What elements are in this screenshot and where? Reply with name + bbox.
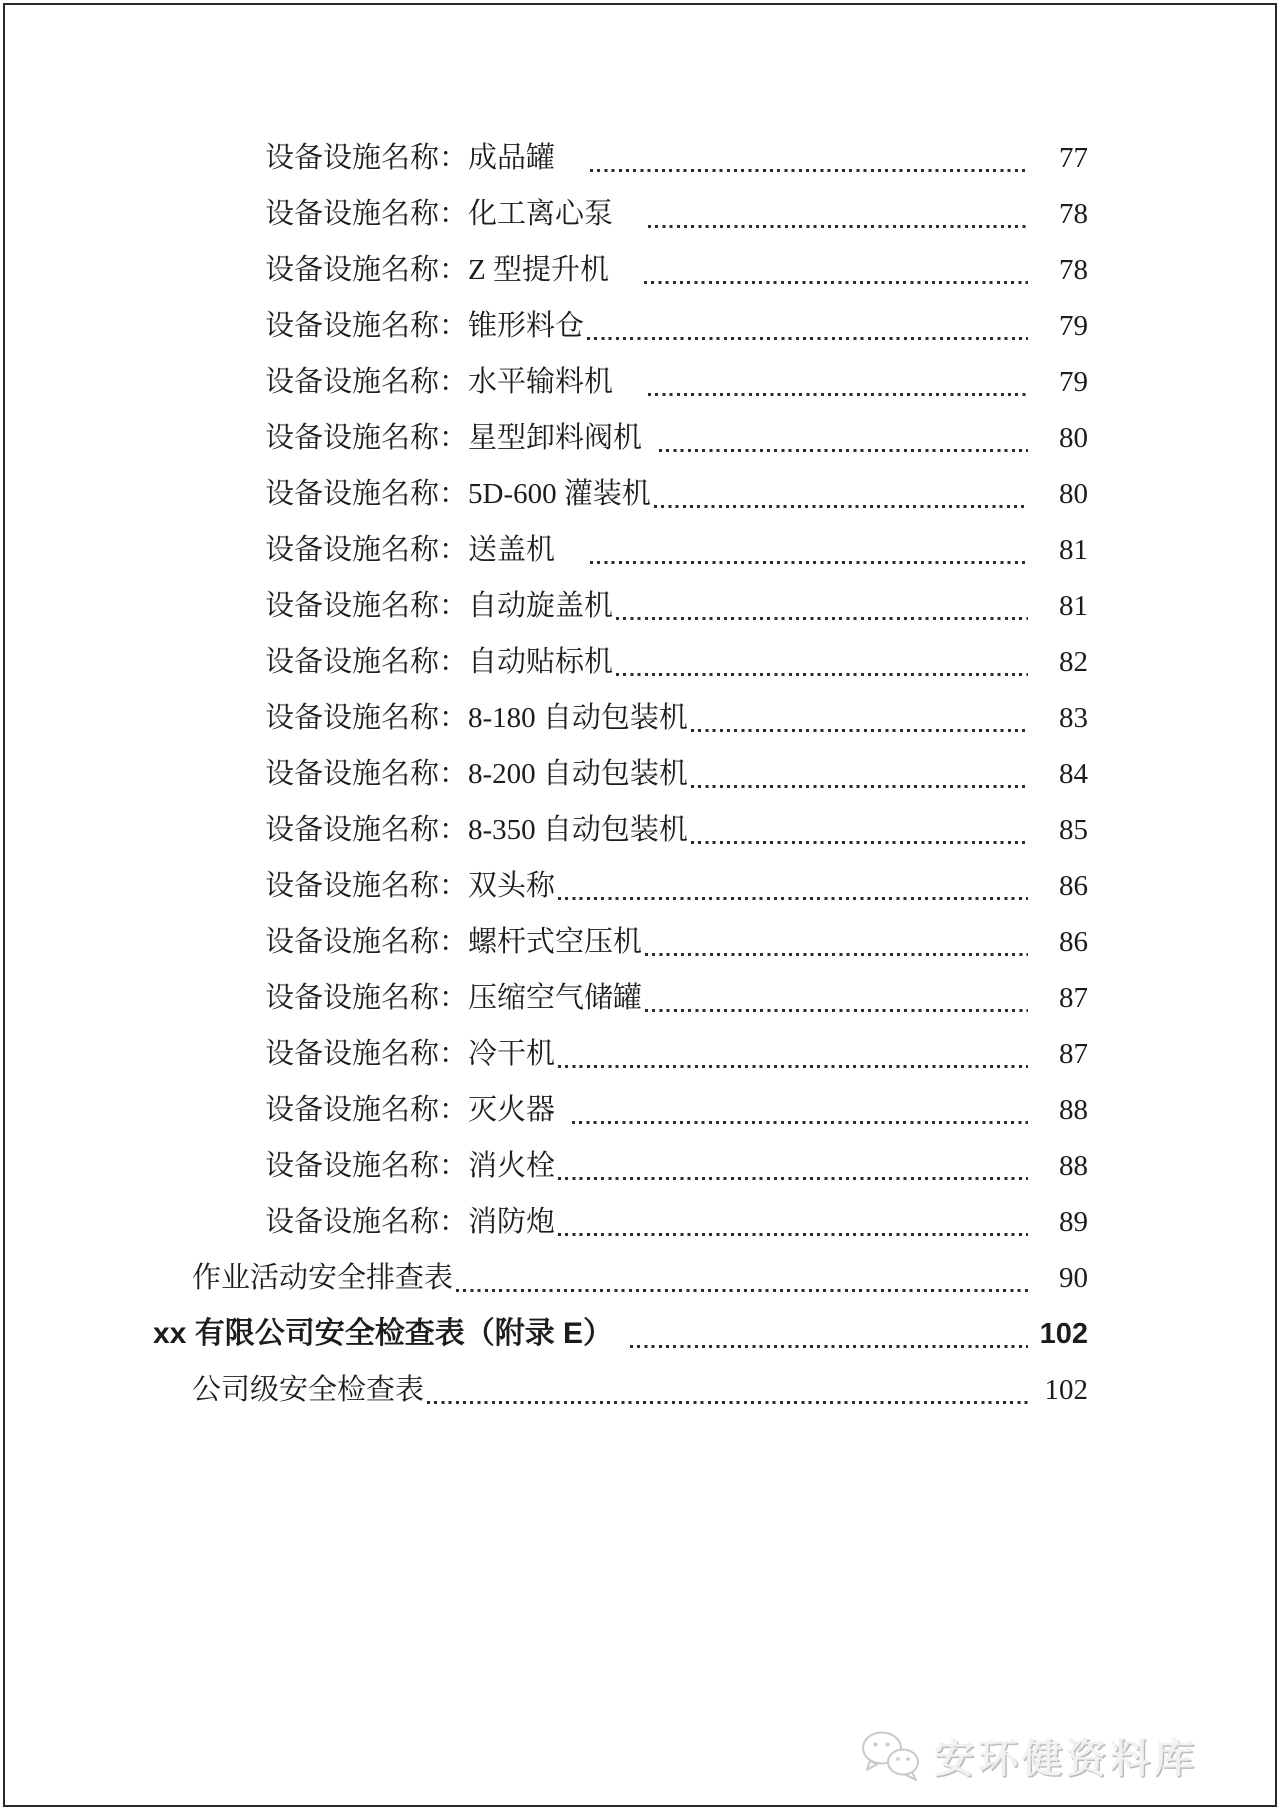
toc-entry-label: 设备设施名称：锥形料仓	[265, 310, 585, 342]
toc-entry-label: 设备设施名称：8-350 自动包装机	[265, 814, 688, 846]
dotted-leader	[558, 1065, 1028, 1068]
toc-row[interactable]	[0, 298, 1280, 354]
toc-row[interactable]	[0, 690, 1280, 746]
dotted-leader	[427, 1401, 1028, 1404]
dotted-leader	[648, 225, 1028, 228]
toc-page-number: 82	[1059, 646, 1088, 678]
toc-entry-label: 设备设施名称：螺杆式空压机	[265, 926, 643, 958]
dotted-leader	[645, 953, 1028, 956]
toc-page-number: 86	[1059, 926, 1088, 958]
dotted-leader	[590, 169, 1028, 172]
table-of-contents	[0, 130, 1280, 1418]
dotted-leader	[572, 1121, 1028, 1124]
toc-entry-label: 设备设施名称：压缩空气储罐	[265, 982, 643, 1014]
watermark	[860, 1727, 1198, 1784]
dotted-leader	[648, 393, 1028, 396]
dotted-leader	[558, 1233, 1028, 1236]
toc-entry-label: 设备设施名称：灭火器	[265, 1094, 556, 1126]
toc-row[interactable]	[0, 1026, 1280, 1082]
dotted-leader	[691, 785, 1028, 788]
toc-entry-label: 设备设施名称：水平输料机	[265, 366, 614, 398]
toc-entry-label: 设备设施名称：自动贴标机	[265, 646, 614, 678]
toc-page-number: 85	[1059, 814, 1088, 846]
toc-page-number: 78	[1059, 254, 1088, 286]
toc-row[interactable]	[0, 186, 1280, 242]
toc-page-number: 102	[1044, 1374, 1088, 1406]
toc-page-number: 87	[1059, 982, 1088, 1014]
toc-row[interactable]	[0, 466, 1280, 522]
dotted-leader	[644, 281, 1028, 284]
toc-page-number: 88	[1059, 1150, 1088, 1182]
toc-page-number: 79	[1059, 366, 1088, 398]
toc-entry-label: 设备设施名称：化工离心泵	[265, 198, 614, 230]
toc-row[interactable]	[0, 410, 1280, 466]
toc-row[interactable]	[0, 578, 1280, 634]
dotted-leader	[616, 673, 1028, 676]
toc-row[interactable]	[0, 802, 1280, 858]
dotted-leader	[456, 1289, 1028, 1292]
toc-entry-label: 设备设施名称：消火栓	[265, 1150, 556, 1182]
toc-row[interactable]	[0, 1082, 1280, 1138]
toc-page-number: 86	[1059, 870, 1088, 902]
toc-entry-label: 设备设施名称：消防炮	[265, 1206, 556, 1238]
toc-entry-label: 设备设施名称：8-200 自动包装机	[265, 758, 688, 790]
toc-page-number: 89	[1059, 1206, 1088, 1238]
toc-entry-label: 作业活动安全排查表	[192, 1262, 454, 1294]
dotted-leader	[616, 617, 1028, 620]
watermark-text: 安环健资料库	[934, 1737, 1198, 1781]
dotted-leader	[691, 729, 1028, 732]
toc-row[interactable]	[0, 1250, 1280, 1306]
toc-row[interactable]	[0, 522, 1280, 578]
toc-entry-label: 设备设施名称：星型卸料阀机	[265, 422, 643, 454]
toc-row[interactable]	[0, 1306, 1280, 1362]
dotted-leader	[645, 1009, 1028, 1012]
toc-entry-label: 设备设施名称：成品罐	[265, 142, 556, 174]
toc-entry-label: 设备设施名称：双头称	[265, 870, 556, 902]
toc-page-number: 80	[1059, 422, 1088, 454]
toc-row[interactable]	[0, 1194, 1280, 1250]
toc-page-number: 87	[1059, 1038, 1088, 1070]
toc-row[interactable]	[0, 970, 1280, 1026]
toc-entry-label: 设备设施名称：冷干机	[265, 1038, 556, 1070]
toc-page-number: 90	[1059, 1262, 1088, 1294]
toc-row[interactable]	[0, 354, 1280, 410]
toc-row[interactable]	[0, 634, 1280, 690]
toc-entry-label: 设备设施名称：8-180 自动包装机	[265, 702, 688, 734]
toc-page-number: 79	[1059, 310, 1088, 342]
dotted-leader	[654, 505, 1028, 508]
toc-entry-label: 设备设施名称：Z 型提升机	[265, 254, 609, 286]
toc-entry-label: xx 有限公司安全检查表（附录 E）	[153, 1317, 614, 1350]
toc-entry-label: 公司级安全检查表	[192, 1374, 425, 1406]
dotted-leader	[630, 1345, 1028, 1348]
toc-row[interactable]	[0, 858, 1280, 914]
dotted-leader	[558, 897, 1028, 900]
dotted-leader	[587, 337, 1028, 340]
toc-row[interactable]	[0, 1138, 1280, 1194]
toc-page-number: 102	[1039, 1318, 1088, 1350]
toc-entry-label: 设备设施名称：5D-600 灌装机	[265, 478, 651, 510]
toc-row[interactable]	[0, 746, 1280, 802]
wechat-chat-bubbles-icon	[860, 1730, 922, 1782]
toc-row[interactable]	[0, 242, 1280, 298]
toc-page-number: 78	[1059, 198, 1088, 230]
toc-entry-label: 设备设施名称：自动旋盖机	[265, 590, 614, 622]
dotted-leader	[691, 841, 1028, 844]
dotted-leader	[558, 1177, 1028, 1180]
toc-page-number: 77	[1059, 142, 1088, 174]
toc-row[interactable]	[0, 914, 1280, 970]
toc-page-number: 80	[1059, 478, 1088, 510]
toc-row[interactable]	[0, 130, 1280, 186]
toc-page-number: 81	[1059, 590, 1088, 622]
toc-page-number: 83	[1059, 702, 1088, 734]
toc-page-number: 81	[1059, 534, 1088, 566]
toc-page-number: 88	[1059, 1094, 1088, 1126]
toc-page-number: 84	[1059, 758, 1088, 790]
dotted-leader	[659, 449, 1028, 452]
toc-row[interactable]	[0, 1362, 1280, 1418]
toc-entry-label: 设备设施名称：送盖机	[265, 534, 556, 566]
dotted-leader	[590, 561, 1028, 564]
